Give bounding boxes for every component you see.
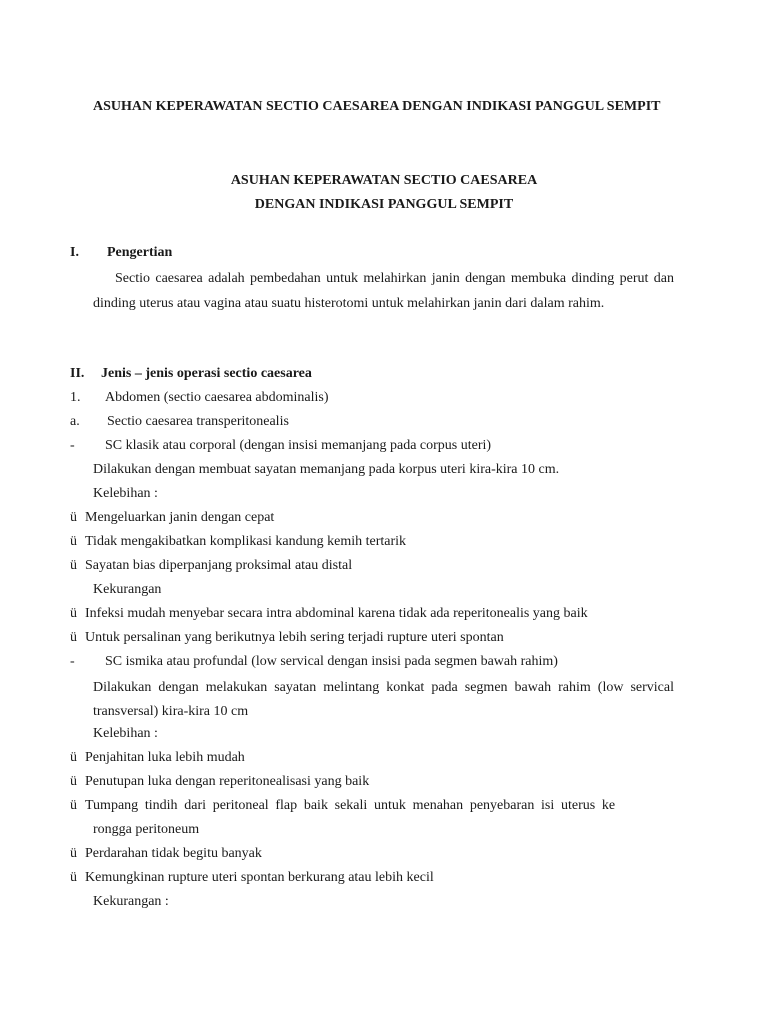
document-title: ASUHAN KEPERAWATAN SECTIO CAESAREA DENGAN INDIKASI PANGGUL SEMPIT [93,99,661,114]
section-1-heading: Pengertian [107,245,173,260]
dash-2-marker: - [70,654,75,669]
checkmark-icon: ü [70,774,77,789]
center-title-line-1: ASUHAN KEPERAWATAN SECTIO CAESAREA [230,173,538,188]
dash-1-marker: - [70,438,75,453]
list-item: Kemungkinan rupture uteri spontan berkurang atau lebih kecil [85,870,434,885]
section-2-number: II. [70,366,85,381]
kekurangan-2-label: Kekurangan : [93,894,169,909]
list-item: Tumpang tindih dari peritoneal flap baik sekali untuk menahan penyebaran isi uterus ke [85,798,616,813]
checkmark-icon: ü [70,558,77,573]
dash-1-description: Dilakukan dengan membuat sayatan memanjang pada korpus uteri kira-kira 10 cm. [93,462,560,477]
item-1-text: Abdomen (sectio caesarea abdominalis) [105,390,329,405]
list-item: Sayatan bias diperpanjang proksimal atau distal [85,558,353,573]
list-item: Penutupan luka dengan reperitonealisasi yang baik [85,774,370,789]
checkmark-icon: ü [70,606,77,621]
section-1-number: I. [70,245,79,260]
checkmark-icon: ü [70,534,77,549]
checkmark-icon: ü [70,750,77,765]
kelebihan-label: Kelebihan : [93,486,158,501]
list-item-continuation: rongga peritoneum [93,822,200,837]
checkmark-icon: ü [70,870,77,885]
kelebihan-2-label: Kelebihan : [93,726,158,741]
checkmark-icon: ü [70,798,77,813]
section-2-heading: Jenis – jenis operasi sectio caesarea [101,366,312,381]
item-1-marker: 1. [70,390,81,405]
dash-2-text: SC ismika atau profundal (low servical dengan insisi pada segmen bawah rahim) [105,654,558,669]
list-item: Penjahitan luka lebih mudah [85,750,245,765]
dash-2-description: Dilakukan dengan melakukan sayatan melintang konkat pada segmen bawah rahim (low servical transversal) kira-kira 10 cm [93,680,674,719]
section-1-paragraph: Sectio caesarea adalah pembedahan untuk melahirkan janin dengan membuka dinding perut dan dinding uterus atau vagina atau suatu histerotomi untuk melahirkan janin dari dalam rahim. [93,271,674,311]
item-a-text: Sectio caesarea transperitonealis [107,414,289,429]
list-item: Mengeluarkan janin dengan cepat [85,510,275,525]
checkmark-icon: ü [70,630,77,645]
list-item: Perdarahan tidak begitu banyak [85,846,262,861]
list-item: Untuk persalinan yang berikutnya lebih sering terjadi rupture uteri spontan [85,630,504,645]
kekurangan-label: Kekurangan [93,582,162,597]
checkmark-icon: ü [70,510,77,525]
dash-1-text: SC klasik atau corporal (dengan insisi memanjang pada corpus uteri) [105,438,492,453]
center-title-line-2: DENGAN INDIKASI PANGGUL SEMPIT [254,197,514,212]
checkmark-icon: ü [70,846,77,861]
list-item: Infeksi mudah menyebar secara intra abdominal karena tidak ada reperitonealis yang baik [85,606,588,621]
item-a-marker: a. [70,414,80,429]
list-item: Tidak mengakibatkan komplikasi kandung kemih tertarik [85,534,407,549]
